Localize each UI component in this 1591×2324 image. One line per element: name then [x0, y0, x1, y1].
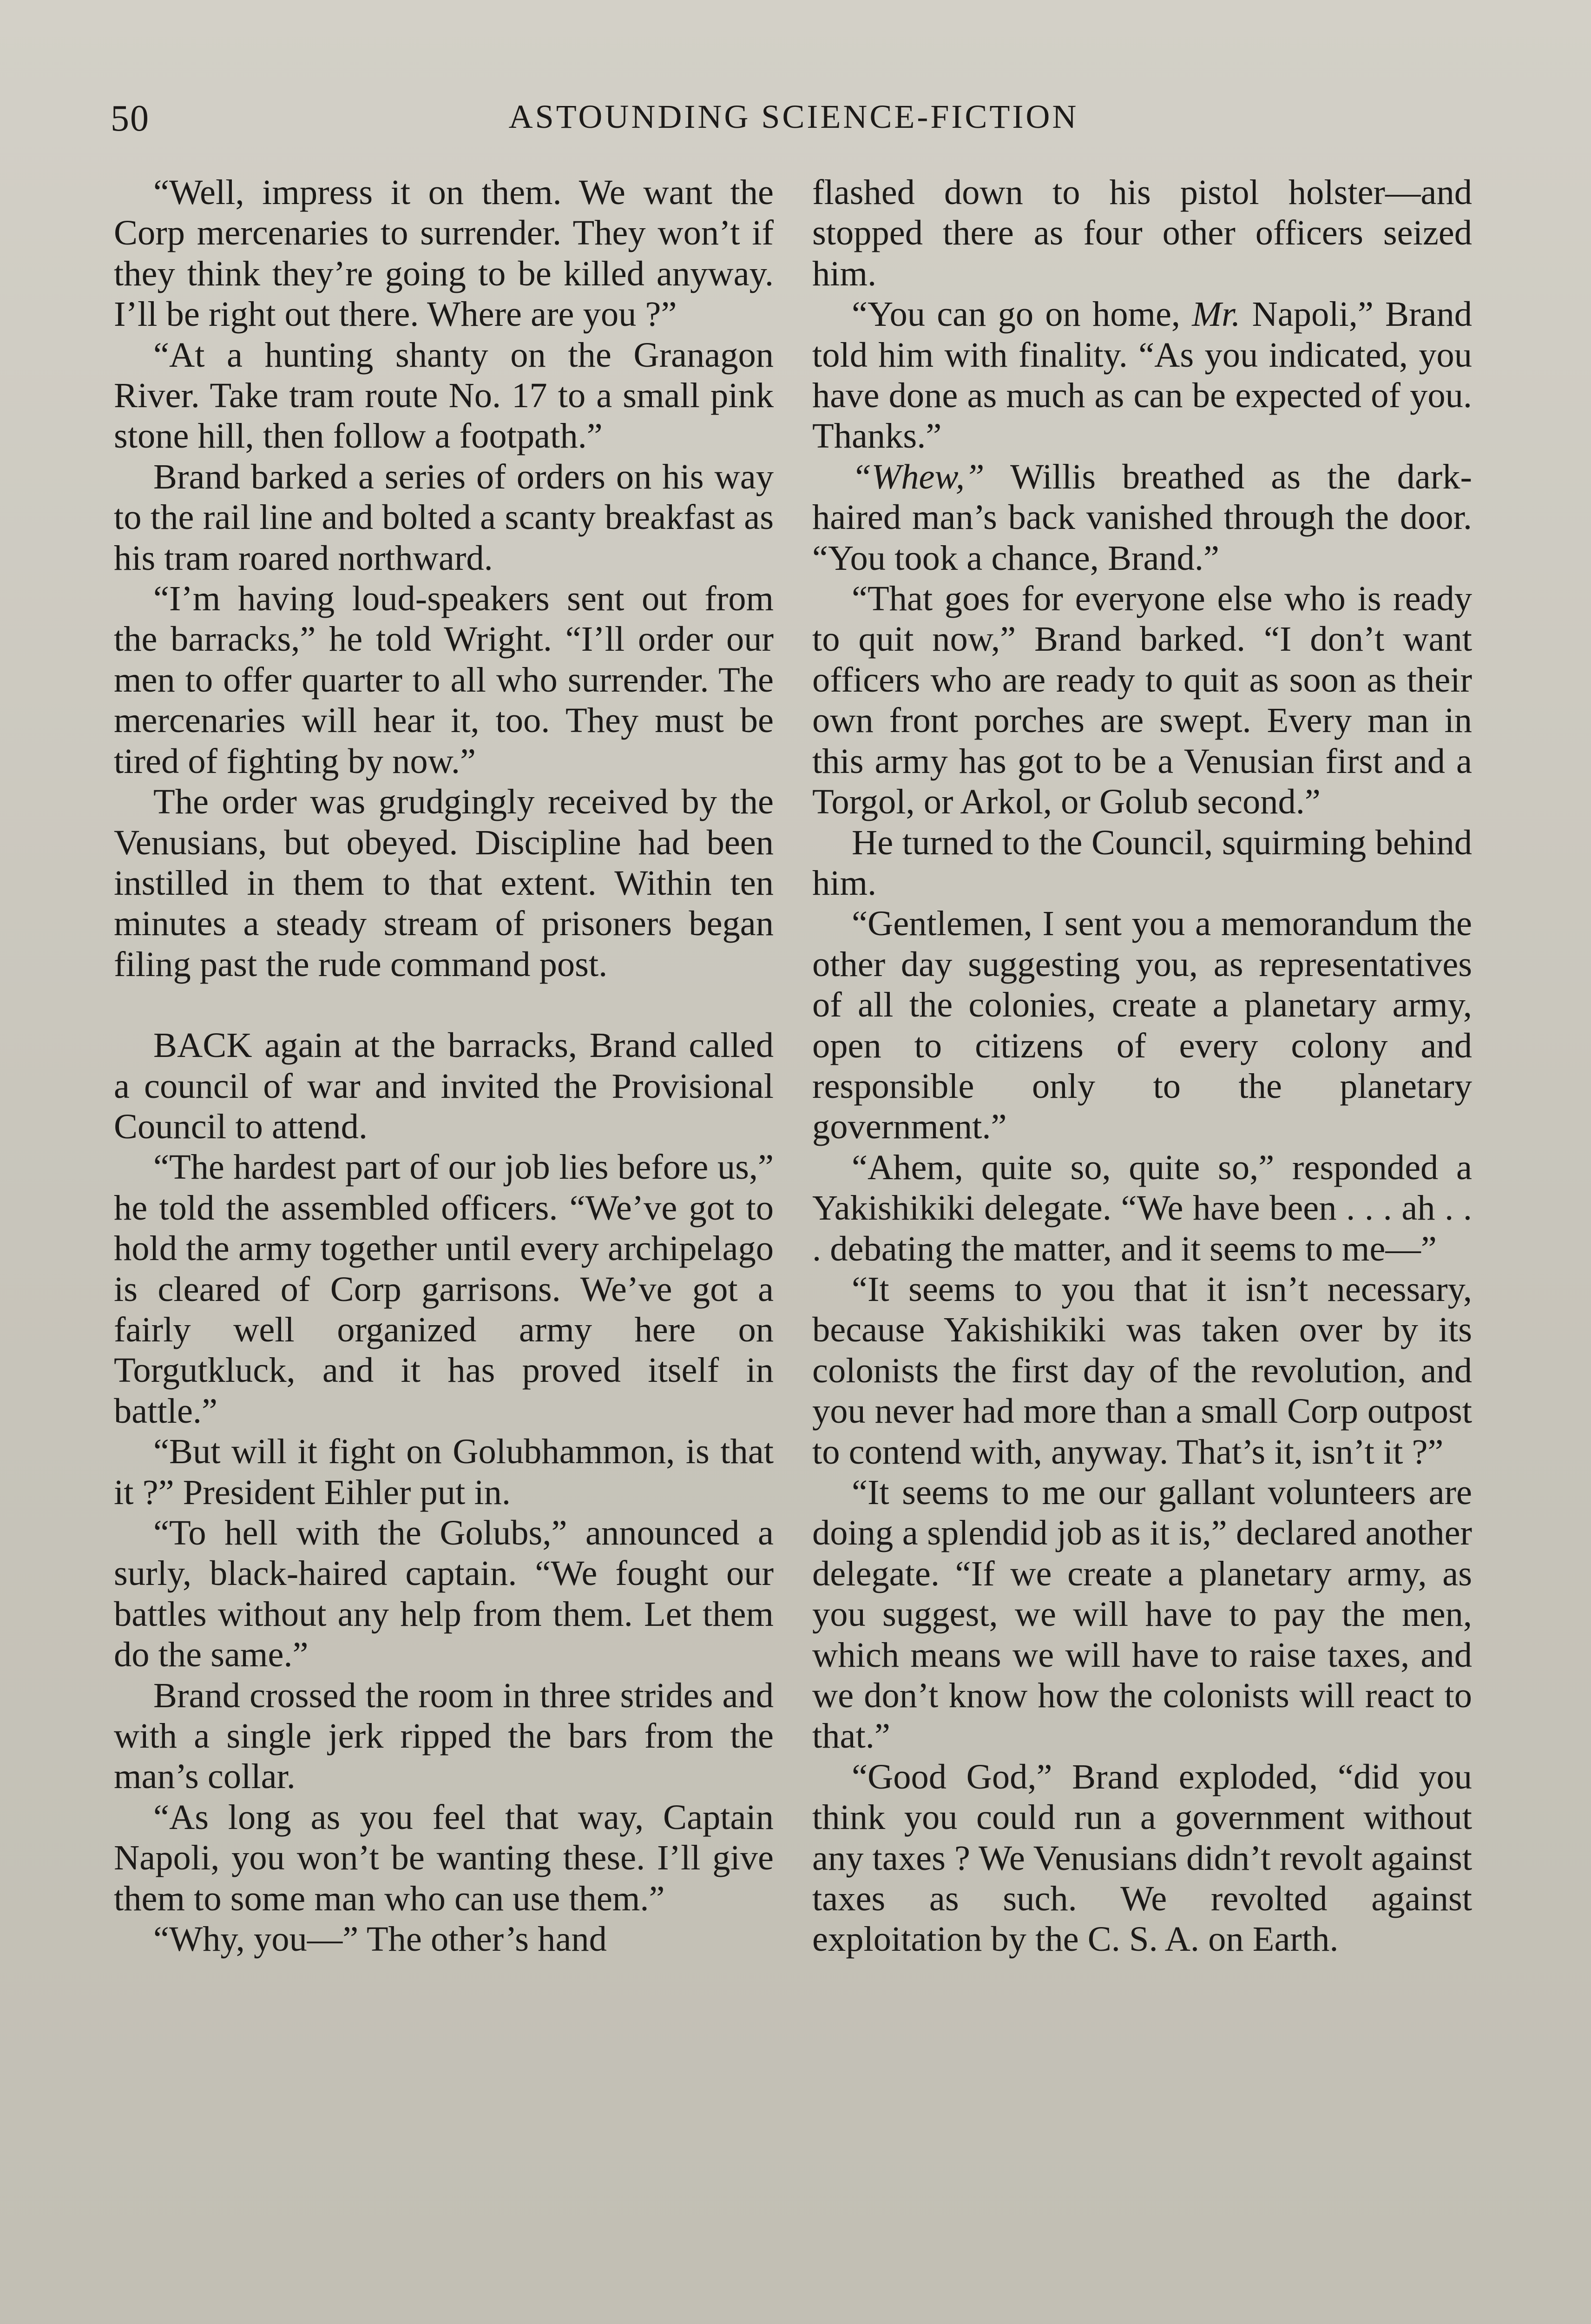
paragraph: “But will it fight on Golubhammon, is that it ?” President Eihler put in. [114, 1432, 774, 1512]
paragraph [812, 294, 1472, 456]
right-column [812, 172, 1472, 1960]
text-run: Willis breathed as the dark-haired man’s back vanished through the door. “You took a chance, Brand.” [812, 456, 1472, 578]
paragraph: “Why, you—” The other’s hand [153, 1919, 607, 1959]
italic-text: “Whew,” [852, 456, 985, 496]
left-column [114, 172, 774, 1959]
text-run: “You can go on home, [852, 294, 1192, 334]
page-number: 50 [111, 98, 150, 139]
paragraph: “As long as you feel that way, Captain Napoli, you won’t be wanting these. I’ll give them to some man who can use them.” [114, 1797, 774, 1918]
paragraph: Brand barked a series of orders on his way to the rail line and bolted a scanty breakfast as his tram roared northward. [114, 456, 774, 578]
paragraph [812, 456, 1472, 578]
running-head: ASTOUNDING SCIENCE-FICTION [508, 98, 1079, 135]
paragraph: “At a hunting shanty on the Granagon River. Take tram route No. 17 to a small pink stone hill, then follow a footpath.” [114, 335, 774, 456]
continued-paragraph: flashed down to his pistol holster—and stopped there as four other officers seized him. [812, 172, 1472, 293]
paragraph: “That goes for everyone else who is ready to quit now,” Brand barked. “I don’t want officers who are ready to quit as soon as their own front porches are swept. Every man in this army has got to be a Venusian first and a Torgol, or Arkol, or Golub second.” [812, 579, 1472, 822]
paragraph: “Gentlemen, I sent you a memorandum the other day suggesting you, as representatives of all the colonies, create a planetary army, open to citizens of every colony and responsible only to the planetary government.” [812, 904, 1472, 1147]
paragraph: “It seems to you that it isn’t necessary, because Yakishikiki was taken over by its colonists the first day of the revolution, and you never had more than a small Corp outpost to contend with, anyway. That’s it, isn’t it ?” [812, 1269, 1472, 1472]
paragraph: “To hell with the Golubs,” announced a surly, black-haired captain. “We fought our battles without any help from them. Let them do the same.” [114, 1513, 774, 1675]
page-header [111, 98, 1477, 153]
text-run: Napoli,” Brand told him with finality. “As you indicated, you have done as much as can be expected of you. Thanks.” [812, 294, 1472, 456]
paragraph: “I’m having loud-speakers sent out from the barracks,” he told Wright. “I’ll order our men to offer quarter to all who surrender. The mercenaries will hear it, too. They must be tired of fighting by now.” [114, 579, 774, 781]
italic-text: Mr. [1192, 294, 1241, 334]
section-start-paragraph: BACK again at the barracks, Brand called a council of war and invited the Provisional Council to attend. [114, 1025, 774, 1146]
paragraph: Brand crossed the room in three strides and with a single jerk ripped the bars from the man’s collar. [114, 1675, 774, 1796]
paragraph: He turned to the Council, squirming behind him. [812, 822, 1472, 903]
paragraph: “The hardest part of our job lies before us,” he told the assembled officers. “We’ve got to hold the army together until every archipelago is cleared of Corp garrisons. We’ve got a fairly well organized army here on Torgutkluck, and it has proved itself in battle.” [114, 1147, 774, 1431]
paragraph: “Ahem, quite so, quite so,” responded a Yakishikiki delegate. “We have been . . . ah . . . debating the matter, and it seems to me—” [812, 1147, 1472, 1268]
paragraph: “It seems to me our gallant volunteers are doing a splendid job as it is,” declared another delegate. “If we create a planetary army, as you suggest, we will have to pay the men, which means we will have to raise taxes, and we don’t know how the colonists will react to that.” [812, 1472, 1472, 1756]
paragraph: “Good God,” Brand exploded, “did you think you could run a government without any taxes ? We Venusians didn’t revolt against taxes as such. We revolted against exploitation by the C. S. A. on Earth. [812, 1756, 1472, 1959]
paragraph: “Well, impress it on them. We want the Corp mercenaries to surrender. They won’t if they think they’re going to be killed anyway. I’ll be right out there. Where are you ?” [114, 172, 774, 334]
paragraph: The order was grudgingly received by the Venusians, but obeyed. Discipline had been instilled in them to that extent. Within ten minutes a steady stream of prisoners began filing past the rude command post. [114, 782, 774, 984]
